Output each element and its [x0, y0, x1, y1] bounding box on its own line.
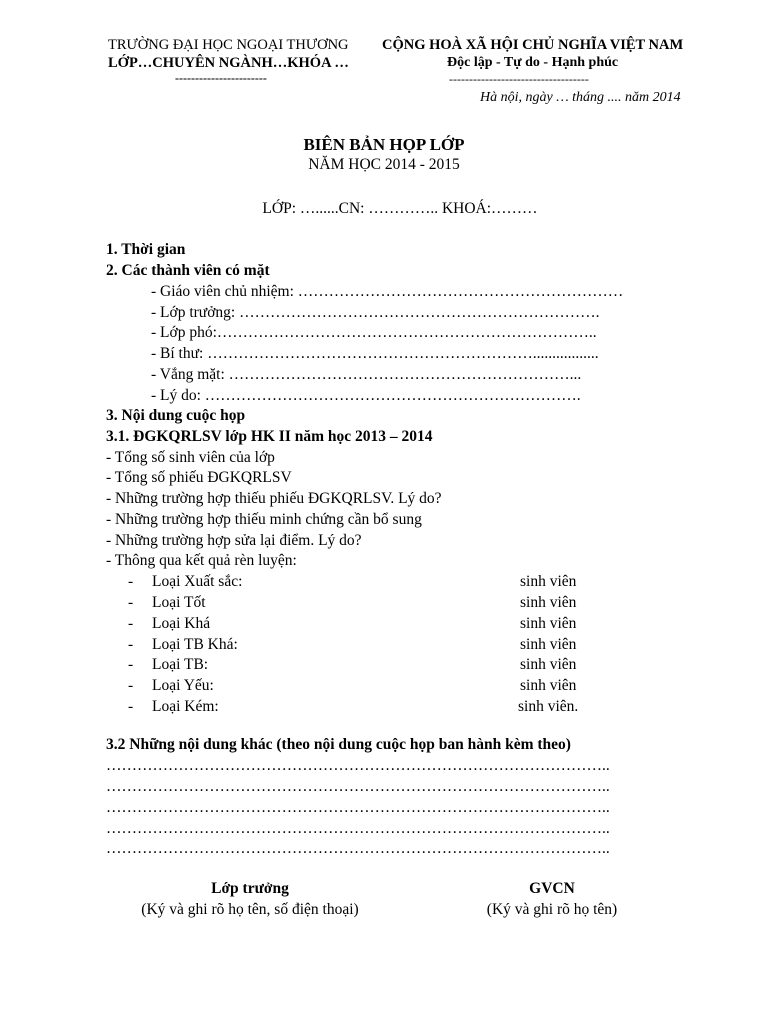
grade-dash: - — [128, 636, 134, 653]
grade-unit: sinh viên — [520, 677, 577, 694]
grade-dash: - — [128, 615, 134, 632]
item-total-forms: - Tổng số phiếu ĐGKQRLSV — [106, 469, 292, 486]
grade-unit: sinh viên — [520, 594, 577, 611]
grade-dash: - — [128, 656, 134, 673]
grade-label: Loại TB: — [152, 656, 209, 673]
grade-unit: sinh viên — [520, 573, 577, 590]
member-reason: - Lý do: ………………………………………………………………. — [151, 387, 581, 404]
signature-right-note: (Ký và ghi rõ họ tên) — [486, 901, 618, 918]
grade-label: Loại Yếu: — [152, 677, 214, 694]
dotted-line: …………………………………………………………………………………….. — [106, 820, 610, 837]
member-absent: - Vắng mặt: …………………………………………………………... — [151, 366, 582, 383]
dotted-line: …………………………………………………………………………………….. — [106, 799, 610, 816]
dotted-line: …………………………………………………………………………………….. — [106, 840, 610, 857]
item-missing-evidence: - Những trường hợp thiếu minh chứng cần bổ sung — [106, 511, 422, 528]
grade-dash: - — [128, 677, 134, 694]
grade-dash: - — [128, 698, 134, 715]
grade-unit: sinh viên — [520, 636, 577, 653]
motto: Độc lập - Tự do - Hạnh phúc — [447, 55, 619, 70]
item-approve-results: - Thông qua kết quả rèn luyện: — [106, 552, 297, 569]
section-3-1: 3.1. ĐGKQRLSV lớp HK II năm học 2013 – 2014 — [106, 428, 433, 445]
document-title: BIÊN BẢN HỌP LỚP — [303, 135, 465, 154]
class-major-line: LỚP…CHUYÊN NGÀNH…KHÓA … — [108, 55, 349, 71]
class-info-line: LỚP: …......CN: ………….. KHOÁ:……… — [262, 200, 538, 217]
grade-unit: sinh viên — [520, 615, 577, 632]
grade-label: Loại Kém: — [152, 698, 219, 715]
grade-label: Loại Tốt — [152, 594, 206, 611]
section-members: 2. Các thành viên có mặt — [106, 262, 270, 279]
signature-right-title: GVCN — [529, 880, 575, 897]
grade-unit: sinh viên. — [518, 698, 579, 715]
school-name: TRƯỜNG ĐẠI HỌC NGOẠI THƯƠNG — [108, 37, 349, 53]
signature-left-note: (Ký và ghi rõ họ tên, số điện thoại) — [141, 901, 359, 918]
member-homeroom-teacher: - Giáo viên chủ nhiệm: ……………………………………………………… — [151, 283, 624, 300]
grade-label: Loại TB Khá: — [152, 636, 238, 653]
member-class-monitor: - Lớp trưởng: ……………………………………………………………. — [151, 304, 600, 321]
signature-left-title: Lớp trưởng — [211, 880, 289, 897]
member-vice-monitor: - Lớp phó:……………………………………………………………….. — [151, 324, 597, 341]
left-rule: ----------------------- — [175, 71, 267, 85]
dotted-line: …………………………………………………………………………………….. — [106, 778, 610, 795]
grade-unit: sinh viên — [520, 656, 577, 673]
section-3-2: 3.2 Những nội dung khác (theo nội dung cuộc họp ban hành kèm theo) — [106, 736, 571, 753]
country-name: CỘNG HOÀ XÃ HỘI CHỦ NGHĨA VIỆT NAM — [382, 37, 684, 53]
grade-label: Loại Khá — [152, 615, 211, 632]
section-meeting-content: 3. Nội dung cuộc họp — [106, 407, 246, 424]
grade-dash: - — [128, 573, 134, 590]
dotted-line: …………………………………………………………………………………….. — [106, 757, 610, 774]
grade-label: Loại Xuất sắc: — [152, 573, 243, 590]
right-rule: ----------------------------------- — [449, 72, 589, 86]
grade-dash: - — [128, 594, 134, 611]
section-time: 1. Thời gian — [106, 241, 186, 258]
item-total-students: - Tổng số sinh viên của lớp — [106, 449, 275, 466]
date-line: Hà nội, ngày … tháng .... năm 2014 — [480, 90, 681, 105]
item-score-changes: - Những trường hợp sửa lại điểm. Lý do? — [106, 532, 362, 549]
school-year: NĂM HỌC 2014 - 2015 — [308, 156, 460, 173]
item-missing-forms: - Những trường hợp thiếu phiếu ĐGKQRLSV. Lý do? — [106, 490, 442, 507]
member-secretary: - Bí thư: ………………………………………………………................. — [151, 345, 599, 362]
